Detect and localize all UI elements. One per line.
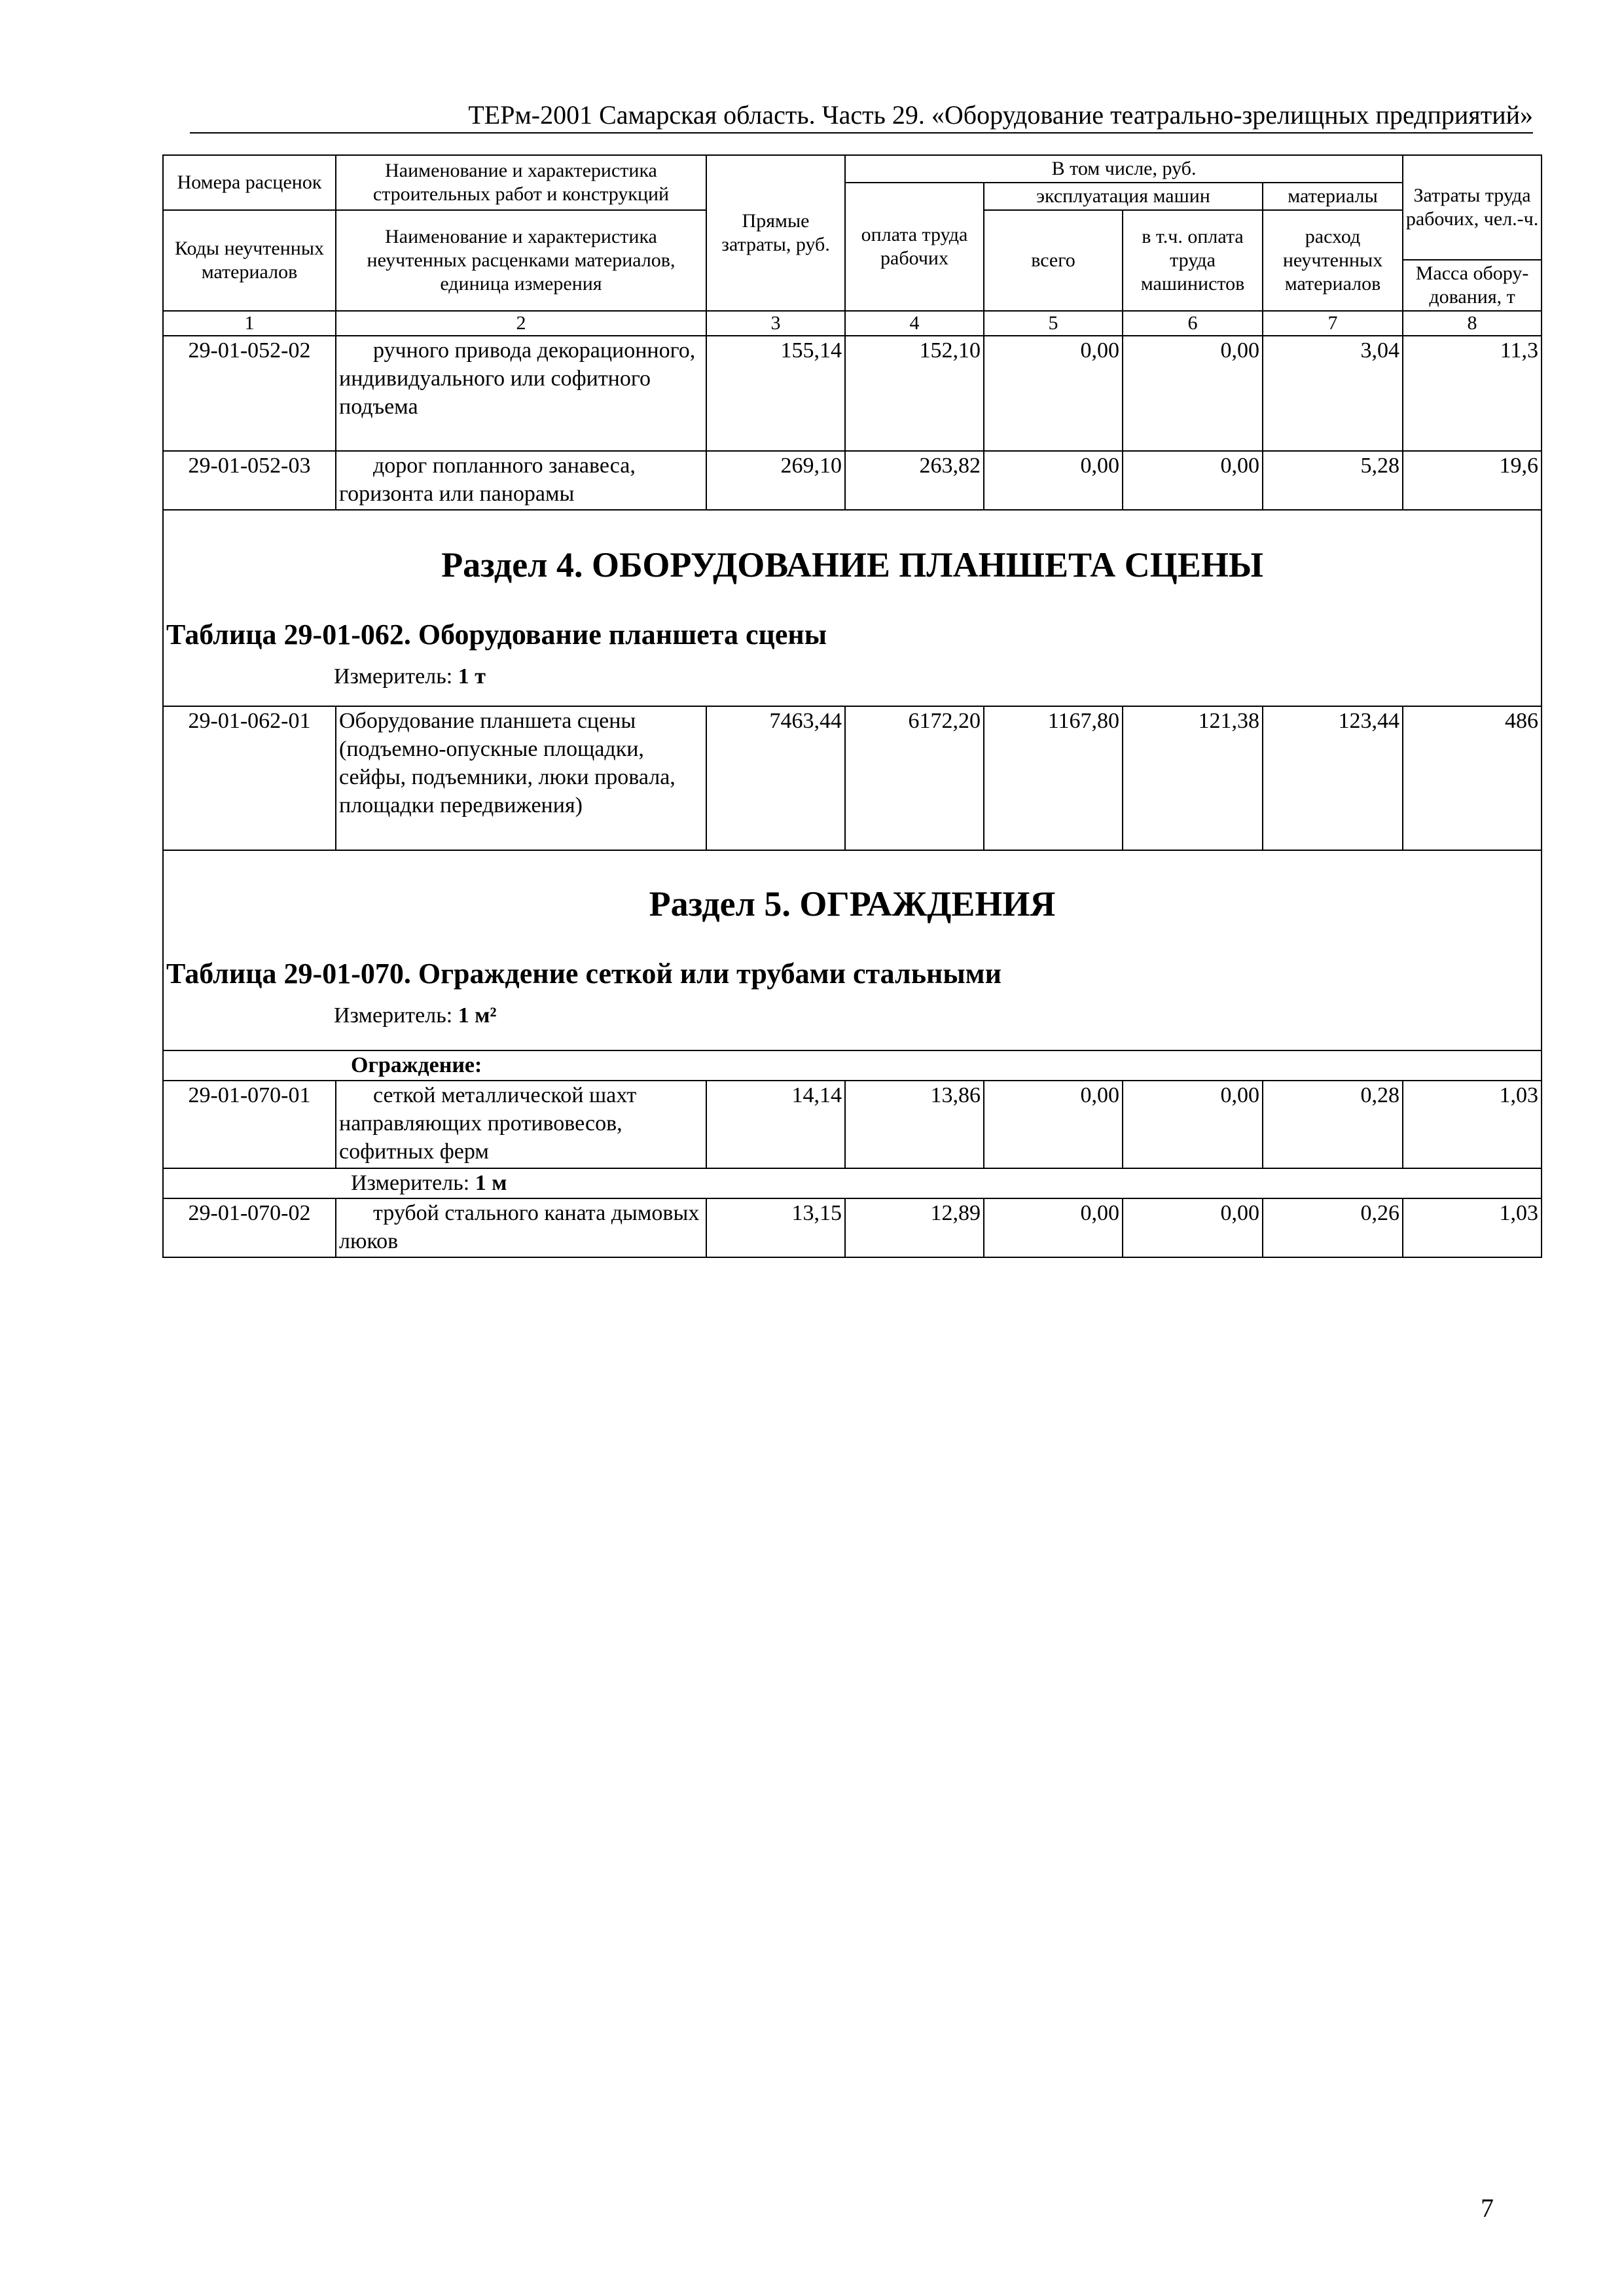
subheading-row (163, 1050, 1542, 1081)
labor-hours-value: 1,03 (1403, 1081, 1542, 1168)
labor-hours-value: 1,03 (1403, 1198, 1542, 1257)
table-row (163, 1081, 1542, 1168)
rate-code: 29-01-070-02 (163, 1198, 336, 1257)
measure-label: Измеритель: (351, 1171, 470, 1195)
machines-value: 0,00 (984, 1081, 1123, 1168)
header-unaccounted-materials: расход неучтенных материалов (1263, 210, 1403, 311)
direct-costs-value: 269,10 (706, 451, 845, 510)
labor-pay-value: 6172,20 (845, 706, 984, 850)
measure-value: 1 м² (458, 1003, 497, 1028)
column-number: 1 (163, 311, 336, 336)
table-29-01-062-title: Таблица 29-01-062. Оборудование планшета сцены (166, 619, 827, 651)
rate-description: сеткой металлической шахт направляющих противовесов, софитных ферм (336, 1081, 706, 1168)
rate-description: трубой стального каната дымовых люков (336, 1198, 706, 1257)
machines-value: 0,00 (984, 451, 1123, 510)
rates-table (162, 154, 1542, 1258)
page-number: 7 (1481, 2193, 1494, 2223)
materials-value: 0,26 (1263, 1198, 1403, 1257)
column-number: 2 (336, 311, 706, 336)
table-29-01-070-title: Таблица 29-01-070. Ограждение сеткой или трубами стальными (166, 958, 1001, 990)
table-row (163, 451, 1542, 510)
rate-description: ручного привода декорационного, индивидуального или софитного подъема (336, 336, 706, 451)
labor-hours-value: 486 (1403, 706, 1542, 850)
subheading-text: Ограждение: (351, 1053, 482, 1077)
materials-value: 5,28 (1263, 451, 1403, 510)
operators-value: 0,00 (1123, 336, 1263, 451)
operators-value: 0,00 (1123, 1081, 1263, 1168)
table-row (163, 706, 1542, 850)
column-number: 3 (706, 311, 845, 336)
header-labor-hours: Затраты труда рабочих, чел.-ч. (1403, 155, 1542, 260)
section-4-block (163, 510, 1542, 706)
machines-value: 0,00 (984, 1198, 1123, 1257)
direct-costs-value: 7463,44 (706, 706, 845, 850)
measure-unit-line (166, 662, 1538, 691)
measure-value: 1 м (475, 1171, 507, 1195)
direct-costs-value: 155,14 (706, 336, 845, 451)
operators-value: 0,00 (1123, 451, 1263, 510)
header-material-codes: Коды неучтенных материалов (163, 210, 336, 311)
labor-pay-value: 152,10 (845, 336, 984, 451)
header-material-names: Наименование и характеристика неучтенных расценками материалов, единица измерения (336, 210, 706, 311)
labor-pay-value: 263,82 (845, 451, 984, 510)
column-number: 5 (984, 311, 1123, 336)
operators-value: 0,00 (1123, 1198, 1263, 1257)
rate-description: дорог попланного занавеса, горизонта или панорамы (336, 451, 706, 510)
header-materials: материалы (1263, 183, 1403, 210)
rate-code: 29-01-052-02 (163, 336, 336, 451)
measure-unit-line (166, 1001, 1538, 1030)
running-header: ТЕРм-2001 Самарская область. Часть 29. «Оборудование театрально-зрелищных предприятий» (468, 100, 1533, 130)
labor-hours-value: 11,3 (1403, 336, 1542, 451)
measure-unit-row (163, 1168, 1542, 1198)
measure-value: 1 т (458, 664, 486, 689)
labor-pay-value: 12,89 (845, 1198, 984, 1257)
header-machines-total: всего (984, 210, 1123, 311)
measure-label: Измеритель: (334, 664, 453, 689)
header-machine-operation: эксплуатация машин (984, 183, 1263, 210)
header-operators-pay: в т.ч. оплата труда машинистов (1123, 210, 1263, 311)
rate-description: Оборудование планшета сцены (подъемно-опускные площадки, сейфы, подъемники, люки провала, площадки передвижения) (336, 706, 706, 850)
header-equipment-mass: Масса обору-дования, т (1403, 260, 1542, 311)
direct-costs-value: 13,15 (706, 1198, 845, 1257)
labor-pay-value: 13,86 (845, 1081, 984, 1168)
materials-value: 123,44 (1263, 706, 1403, 850)
table-row (163, 1198, 1542, 1257)
operators-value: 121,38 (1123, 706, 1263, 850)
header-labor-pay: оплата труда рабочих (845, 183, 984, 311)
header-including-group: В том числе, руб. (845, 155, 1403, 183)
section-5-block (163, 850, 1542, 1050)
column-number: 7 (1263, 311, 1403, 336)
header-direct-costs: Прямые затраты, руб. (706, 155, 845, 311)
materials-value: 3,04 (1263, 336, 1403, 451)
materials-value: 0,28 (1263, 1081, 1403, 1168)
column-number: 6 (1123, 311, 1263, 336)
rate-code: 29-01-062-01 (163, 706, 336, 850)
direct-costs-value: 14,14 (706, 1081, 845, 1168)
header-divider (190, 132, 1533, 134)
labor-hours-value: 19,6 (1403, 451, 1542, 510)
section-5-title: Раздел 5. ОГРАЖДЕНИЯ (649, 884, 1056, 924)
header-work-name: Наименование и характеристика строительных работ и конструкций (336, 155, 706, 210)
table-row (163, 336, 1542, 451)
rate-code: 29-01-070-01 (163, 1081, 336, 1168)
machines-value: 0,00 (984, 336, 1123, 451)
header-rate-numbers: Номера расценок (163, 155, 336, 210)
section-4-title: Раздел 4. ОБОРУДОВАНИЕ ПЛАНШЕТА СЦЕНЫ (441, 545, 1263, 584)
column-number: 8 (1403, 311, 1542, 336)
machines-value: 1167,80 (984, 706, 1123, 850)
measure-label: Измеритель: (334, 1003, 453, 1028)
rate-code: 29-01-052-03 (163, 451, 336, 510)
column-number: 4 (845, 311, 984, 336)
